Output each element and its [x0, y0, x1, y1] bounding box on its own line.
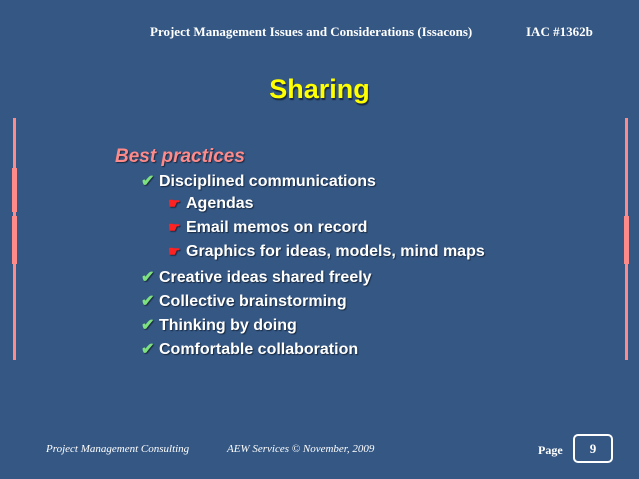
- page-label: Page: [538, 443, 563, 457]
- list-item: [141, 315, 297, 335]
- list-item: [168, 243, 485, 261]
- pointing-hand-icon: ☛: [168, 219, 181, 235]
- slide-header: [150, 24, 593, 40]
- page-number: 9: [589, 441, 597, 456]
- left-bar-highlight-top: [12, 168, 17, 212]
- list-item-label: Comfortable collaboration: [159, 341, 359, 358]
- list-item-label: Email memos on record: [186, 219, 368, 236]
- check-icon: ✔: [141, 317, 155, 334]
- slide-title: Sharing: [269, 74, 370, 104]
- list-item-label: Thinking by doing: [159, 317, 297, 334]
- check-icon: ✔: [141, 293, 155, 310]
- pointing-hand-icon: ☛: [168, 243, 181, 259]
- right-bar-highlight: [624, 216, 629, 264]
- list-item: [141, 171, 376, 191]
- list-item-label: Creative ideas shared freely: [159, 269, 372, 286]
- left-decorative-bar: [13, 118, 16, 360]
- list-item: [141, 339, 358, 359]
- footer-company: Project Management Consulting: [46, 443, 190, 455]
- check-icon: ✔: [141, 269, 155, 286]
- list-item: [141, 291, 347, 311]
- list-item-label: Collective brainstorming: [159, 293, 347, 310]
- footer-copyright: AEW Services © November, 2009: [227, 443, 375, 455]
- pointing-hand-icon: ☛: [168, 195, 181, 211]
- list-item-label: Agendas: [186, 195, 254, 212]
- right-decorative-bar: [625, 118, 628, 360]
- page-number-box: [573, 434, 613, 463]
- list-item: [168, 195, 254, 213]
- header-code: IAC #1362b: [526, 24, 593, 39]
- list-item: [168, 219, 367, 237]
- list-item-label: Graphics for ideas, models, mind maps: [186, 243, 485, 260]
- list-item: [141, 267, 372, 287]
- check-icon: ✔: [141, 341, 155, 358]
- section-heading: Best practices: [115, 146, 245, 167]
- left-bar-highlight-bottom: [12, 216, 17, 264]
- header-title: Project Management Issues and Considerations (Issacons): [150, 24, 473, 39]
- list-item-label: Disciplined communications: [159, 173, 376, 190]
- check-icon: ✔: [141, 173, 155, 190]
